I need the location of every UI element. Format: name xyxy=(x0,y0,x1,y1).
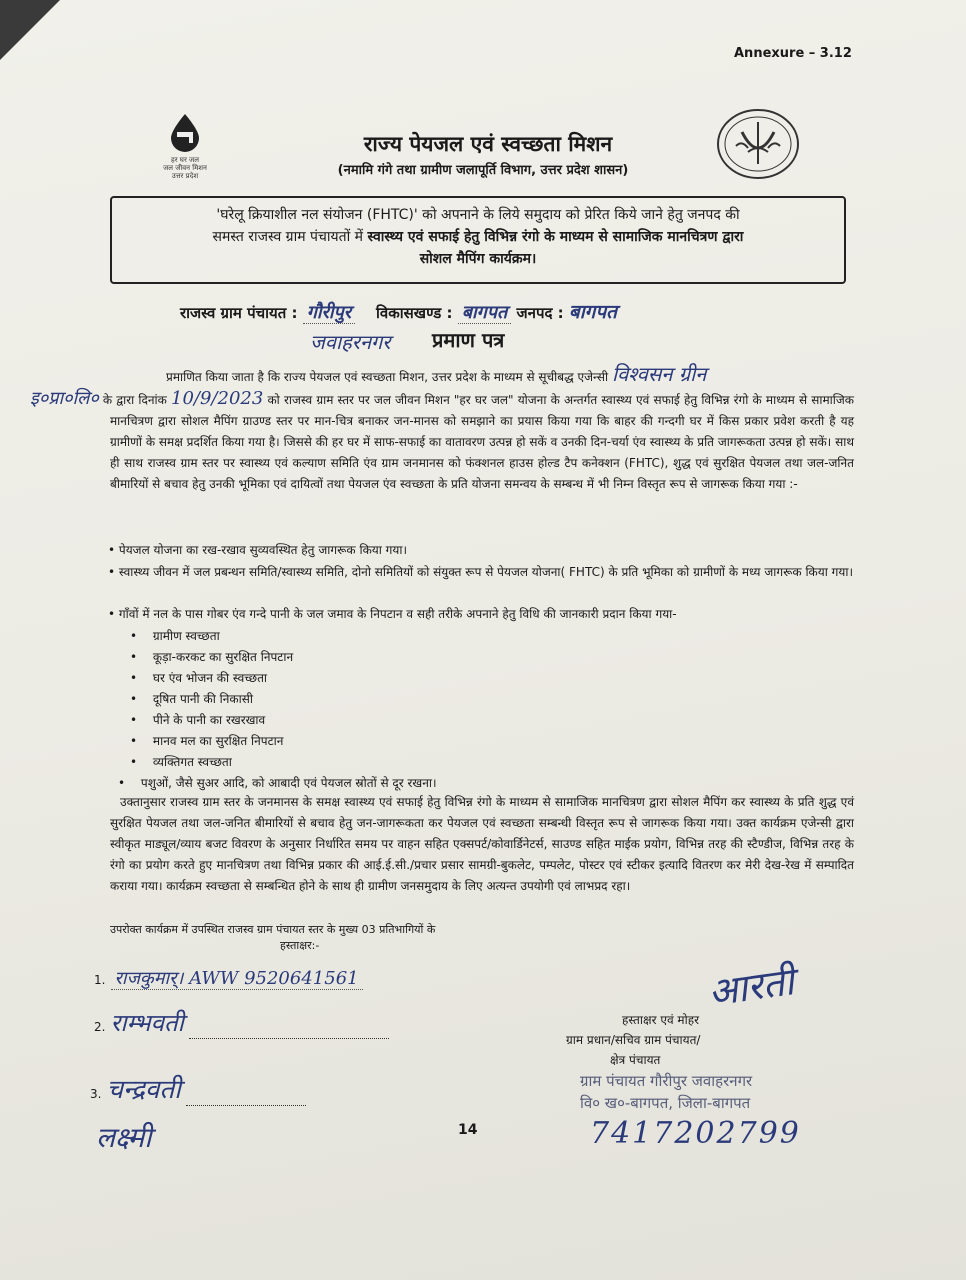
bullet-text-2: स्वास्थ्य जीवन में जल प्रबन्धन समिति/स्वास्थ्य समिति, दोनो समितियों को संयुक्त रूप से पेयजल योजना( FHTC) के प्रति भूमिका को ग्रामीणों के मध्य जागरूक किया गया। xyxy=(118,565,854,579)
annexure-label: Annexure – 3.12 xyxy=(734,46,852,61)
bullet-text-3: गाँवों में नल के पास गोबर एंव गन्दे पानी के जल जमाव के निपटान व सही तरीके अपनाने हेतु विधि की जानकारी प्रदान किया गया- xyxy=(118,607,677,621)
bullet-item: • गाँवों में नल के पास गोबर एंव गन्दे पानी के जल जमाव के निपटान व सही तरीके अपनाने हेतु विधि की जानकारी प्रदान किया गया- xyxy=(108,607,677,621)
sub-bullet-item: • व्यक्तिगत स्वच्छता xyxy=(130,752,437,773)
block-value: बागपत xyxy=(458,302,512,324)
signature-line xyxy=(186,1105,306,1106)
sub-bullet-item: • ग्रामीण स्वच्छता xyxy=(130,626,437,647)
sub-bullet-item: • मानव मल का सुरक्षित निपटान xyxy=(130,731,437,752)
participant-signature: राजकुमार्। AWW 9520641561 xyxy=(111,968,363,990)
panchayat-value: गौरीपुर xyxy=(303,302,355,324)
participant-signature: राम्भवती xyxy=(110,1009,184,1037)
program-title-box xyxy=(110,196,846,284)
box-line-3: सोशल मैपिंग कार्यक्रम। xyxy=(419,251,537,267)
logo-tag-3: उत्तर प्रदेश xyxy=(171,172,199,180)
box-line-2-a: समस्त राजस्व ग्राम पंचायतों में xyxy=(212,229,368,245)
sub-bullet-item: • कूड़ा-करकट का सुरक्षित निपटान xyxy=(130,647,437,668)
bullet-item: • स्वास्थ्य जीवन में जल प्रबन्धन समिति/स्वास्थ्य समिति, दोनो समितियों को संयुक्त रूप से पेयजल योजना( FHTC) के प्रति भूमिका को ग्रामीणों के मध्य जागरूक किया गया। xyxy=(108,565,854,579)
participant-num: 3. xyxy=(90,1087,102,1101)
pradhan-signature: आरती xyxy=(705,959,797,1015)
program-date: 10/9/2023 xyxy=(171,388,264,409)
participants-line-1: उपरोक्त कार्यक्रम में उपस्थित राजस्व ग्राम पंचायत स्तर के मुख्य 03 प्रतिभागियों के xyxy=(110,923,436,936)
sub-bullet-item: • घर एंव भोजन की स्वच्छता xyxy=(130,668,437,689)
participants-line-2: हस्ताक्षर:- xyxy=(280,939,320,952)
department-subtitle: (नमामि गंगे तथा ग्रामीण जलापूर्ति विभाग, उत्तर प्रदेश शासन) xyxy=(337,163,629,178)
sign-line-1: हस्ताक्षर एवं मोहर xyxy=(622,1013,700,1027)
mission-title: राज्य पेयजल एवं स्वच्छता मिशन xyxy=(363,132,613,156)
panchayat-label: राजस्व ग्राम पंचायत : xyxy=(180,304,298,322)
sub-bullet-item: • दूषित पानी की निकासी xyxy=(130,689,437,710)
sub-bullet-list xyxy=(130,626,437,794)
extra-signature: लक्ष्मी xyxy=(96,1121,152,1154)
date-label: के द्वारा दिनांक xyxy=(102,393,167,407)
district-label: जनपद : xyxy=(516,304,564,322)
agency-suffix: इ०प्रा०लि० xyxy=(30,388,99,409)
participant-1 xyxy=(94,966,363,990)
logo-tag-2: जल जीवन मिशन xyxy=(163,164,207,172)
district-value: बागपत xyxy=(568,301,617,323)
location-row xyxy=(180,298,617,324)
stamp-line-1: ग्राम पंचायत गौरीपुर जवाहरनगर xyxy=(580,1072,753,1090)
certificate-title: प्रमाण पत्र xyxy=(432,328,505,352)
certificate-paragraph-1 xyxy=(30,362,854,495)
certificate-paragraph-2 xyxy=(110,792,854,897)
box-line-2 xyxy=(122,226,834,248)
agency-name: विश्वसन ग्रीन xyxy=(611,362,707,386)
page-corner-shadow xyxy=(0,0,60,60)
participant-num: 1. xyxy=(94,973,106,987)
participant-signature: चन्द्रवती xyxy=(106,1075,181,1105)
para2-text: उक्तानुसार राजस्व ग्राम स्तर के जनमानस के समक्ष स्वास्थ्य एवं सफाई हेतु विभिन्न रंगो के माध्यम से सामाजिक मानचित्रण द्वारा सोशल मैपिंग कर स्वास्थ्य के प्रति शुद्ध एवं सुरक्षित पेयजल तथा जल-जनित बीमारियों से बचाव हेतु जन-जागरूकता कर पेयजल एवं स्वच्छता सम्बन्धी विस्तृत रूप से जागरूक किया गया। उक्त कार्यक्रम एजेन्सी द्वारा स्वीकृत माड्यूल/व्याय बजट विवरण के अनुसार निर्धारित समय पर वाहन सहित एक्सपर्ट/कोवार्डिनेटर्स, साउण्ड सहित माईक प्रयोग, विभिन्न तरह की स्टैण्डीज, विभिन्न तरह के रंगो का प्रयोग करते हुए मानचित्रण तथा विभिन्न प्रकार की आई.ई.सी./प्रचार प्रसार सामग्री-बुकलेट, पम्पलेट, पोस्टर एवं स्टीकर इत्यादि वितरण कर मेरी देख-रेख में सम्पादित कराया गया। कार्यक्रम स्वच्छता से सम्बन्धित होने के साथ ही ग्रामीण जनसमुदाय के लिए अत्यन्त उपयोगी एवं लाभप्रद रहा। xyxy=(110,795,854,893)
panchayat-stamp xyxy=(580,1070,752,1114)
participant-num: 2. xyxy=(94,1020,106,1034)
para1-rest: को राजस्व ग्राम स्तर पर जल जीवन मिशन "हर घर जल" योजना के अन्तर्गत स्वास्थ्य एवं सफाई हेतु विभिन्न रंगो के माध्यम से सामाजिक मानचित्रण द्वारा सोशल मैपिंग ग्राउण्ड स्तर पर मान-चित्र बनाकर जन-मानस को समझाने का प्रयास किया गया कि बाहर की गन्दगी घर में किस प्रकार प्रवेश करती है यह ग्रामीणों के समक्ष प्रदर्शित किया गया है। जिससे की हर घर में साफ-सफाई का वातावरण उत्पन्न हो सकें व उनकी दिन-चर्या एंव स्वास्थ्य के प्रति जागरूकता उत्पन्न हो सकें। साथ ही साथ राजस्व ग्राम स्तर पर स्वास्थ्य एवं कल्याण समिति एंव ग्राम जनमानस को फंक्शनल हाउस होल्ड टैप कनेक्शन (FHTC), शुद्ध एवं सुरक्षित पेयजल तथा जल-जनित बीमारियों से बचाव हेतु उनकी भूमिका एवं दायित्वों तथा पेयजल एंव स्वच्छता के प्रति योजना समन्वय के सम्बन्ध में भी निम्न विस्तृत रूप से जागरूक किया गया :- xyxy=(110,393,854,491)
sign-line-3: क्षेत्र पंचायत xyxy=(610,1053,661,1067)
para1-start: प्रमाणित किया जाता है कि राज्य पेयजल एवं स्वच्छता मिशन, उत्तर प्रदेश के माध्यम से सूचीबद्ध एजेन्सी xyxy=(166,370,609,384)
stamp-line-2: वि० ख०-बागपत, जिला-बागपत xyxy=(580,1094,751,1112)
sub-bullet-item: • पशुओं, जैसे सुअर आदि, को आबादी एवं पेयजल स्रोतों से दूर रखना। xyxy=(118,773,437,794)
box-line-1: 'घरेलू क्रियाशील नल संयोजन (FHTC)' को अपनाने के लिये समुदाय को प्रेरित किये जाने हेतु जनपद की xyxy=(216,207,740,223)
sign-line-2: ग्राम प्रधान/सचिव ग्राम पंचायत/ xyxy=(566,1033,701,1047)
participants-heading xyxy=(110,922,435,954)
bullet-item: • पेयजल योजना का रख-रखाव सुव्यवस्थित हेतु जागरूक किया गया। xyxy=(108,543,408,557)
block-label: विकासखण्ड : xyxy=(376,304,453,322)
phone-number-handwritten: 7417202799 xyxy=(590,1116,801,1151)
page-number: 14 xyxy=(458,1122,478,1138)
jawaharnagar-handwritten: जवाहरनगर xyxy=(310,330,391,354)
signature-line xyxy=(189,1038,389,1039)
logo-tag-1: हर घर जल xyxy=(171,156,199,164)
bullet-text-1: पेयजल योजना का रख-रखाव सुव्यवस्थित हेतु जागरूक किया गया। xyxy=(118,543,408,557)
sub-bullet-item: • पीने के पानी का रखरखाव xyxy=(130,710,437,731)
participant-2 xyxy=(94,1006,389,1039)
signature-block xyxy=(566,1010,746,1070)
box-line-2-b: स्वास्थ्य एवं सफाई हेतु विभिन्न रंगो के माध्यम से सामाजिक मानचित्रण द्वारा xyxy=(367,229,744,245)
participant-3 xyxy=(90,1070,306,1106)
